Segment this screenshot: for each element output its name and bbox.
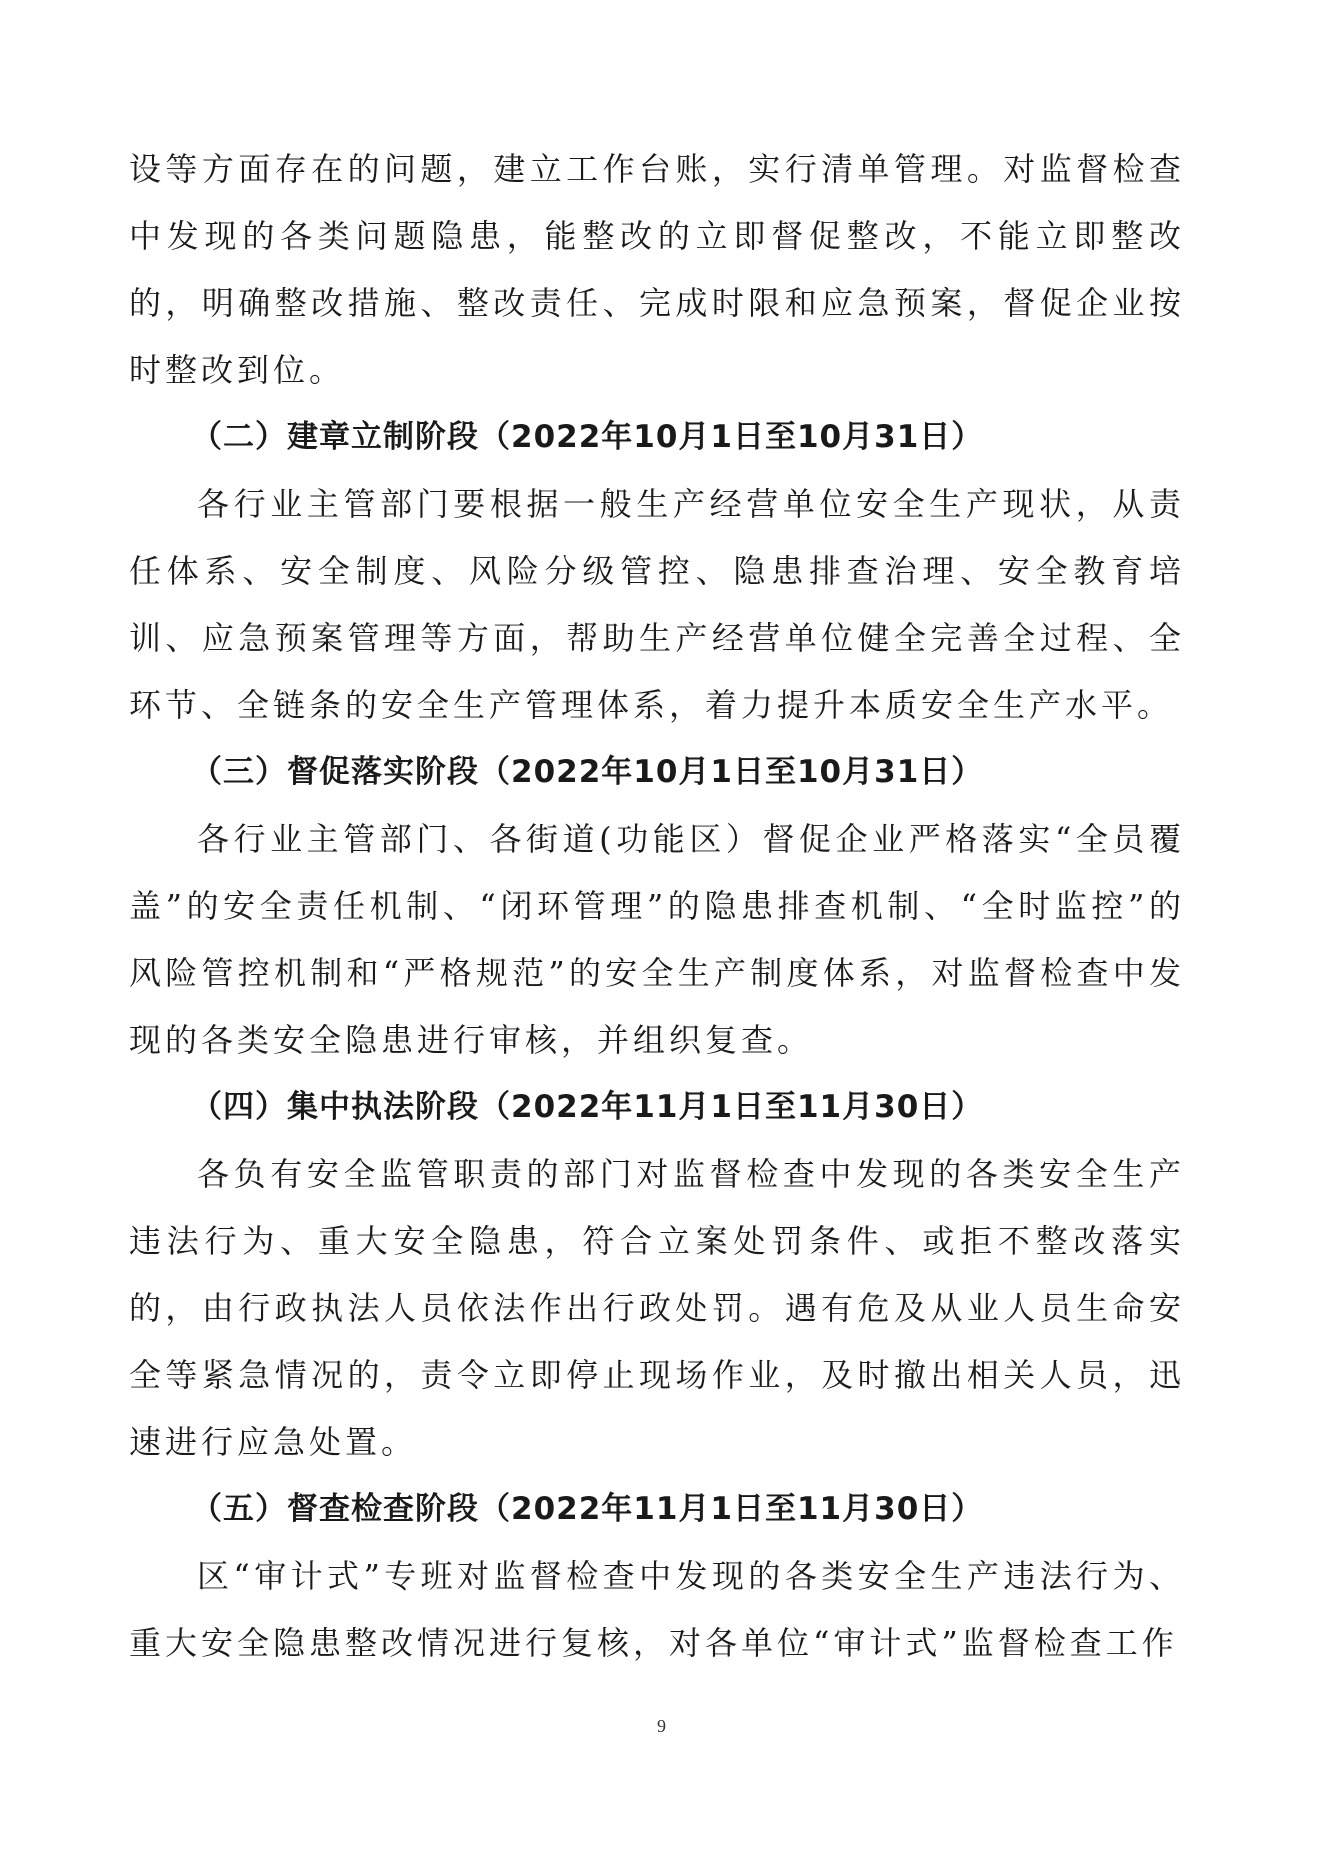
section-heading-2: （二）建章立制阶段（2022年10月1日至10月31日） bbox=[191, 419, 984, 455]
page-content bbox=[129, 136, 1185, 1677]
body-paragraph: 设等方面存在的问题，建立工作台账，实行清单管理。对监督检查中发现的各类问题隐患，能整改的立即督促整改，不能立即整改的，明确整改措施、整改责任、完成时限和应急预案，督促企业按时整改到位。 bbox=[129, 150, 1185, 389]
section-heading-3: （三）督促落实阶段（2022年10月1日至10月31日） bbox=[191, 754, 984, 790]
body-paragraph: 区“审计式”专班对监督检查中发现的各类安全生产违法行为、重大安全隐患整改情况进行复核，对各单位“审计式”监督检查工作 bbox=[129, 1557, 1185, 1662]
body-paragraph: 各负有安全监管职责的部门对监督检查中发现的各类安全生产违法行为、重大安全隐患，符合立案处罚条件、或拒不整改落实的，由行政执法人员依法作出行政处罚。遇有危及从业人员生命安全等紧急情况的，责令立即停止现场作业，及时撤出相关人员，迅速进行应急处置。 bbox=[129, 1155, 1185, 1461]
body-paragraph: 各行业主管部门、各街道(功能区）督促企业严格落实“全员覆盖”的安全责任机制、“闭环管理”的隐患排查机制、“全时监控”的风险管控机制和“严格规范”的安全生产制度体系，对监督检查中发现的各类安全隐患进行审核，并组织复查。 bbox=[129, 820, 1185, 1059]
section-heading-5: （五）督查检查阶段（2022年11月1日至11月30日） bbox=[191, 1491, 984, 1527]
body-paragraph: 各行业主管部门要根据一般生产经营单位安全生产现状，从责任体系、安全制度、风险分级管控、隐患排查治理、安全教育培训、应急预案管理等方面，帮助生产经营单位健全完善全过程、全环节、全链条的安全生产管理体系，着力提升本质安全生产水平。 bbox=[129, 485, 1185, 724]
page-number: 9 bbox=[657, 1716, 666, 1736]
section-heading-4: （四）集中执法阶段（2022年11月1日至11月30日） bbox=[191, 1089, 984, 1125]
